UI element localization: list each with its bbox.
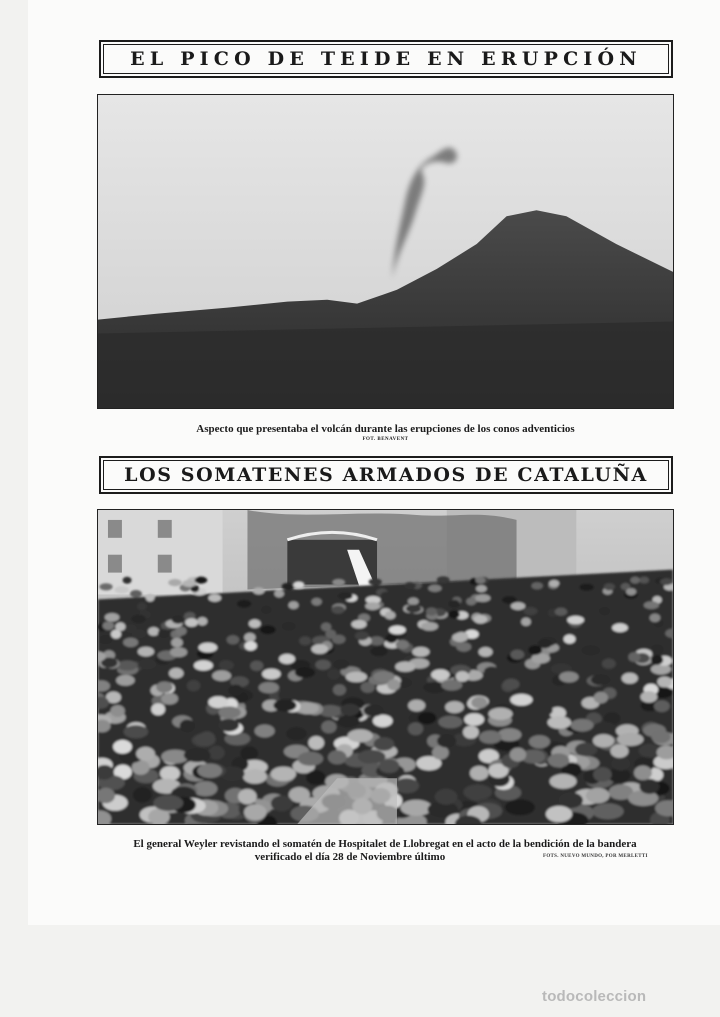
- section-title-teide: [99, 40, 673, 78]
- crowd-caption-line1: El general Weyler revistando el somatén de Hospitalet de Llobregat en el acto de la bendición de la bandera: [133, 838, 637, 850]
- crowd-photo-credit: FOTS. NUEVO MUNDO, POR MERLETTI: [543, 854, 648, 859]
- section-title-somatenes: [99, 456, 673, 494]
- crowd-illustration: [98, 510, 673, 824]
- watermark: todocoleccion: [542, 988, 647, 1005]
- volcano-photo: [97, 94, 674, 409]
- volcano-illustration: [98, 95, 673, 408]
- section-title-text: LOS SOMATENES ARMADOS DE CATALUÑA: [124, 464, 648, 486]
- section-title-text: EL PICO DE TEIDE EN ERUPCIÓN: [130, 48, 642, 70]
- crowd-caption-line2: verificado el día 28 de Noviembre último: [254, 851, 446, 863]
- crowd-photo: [97, 509, 674, 825]
- volcano-photo-credit: FOT. BENAVENT: [362, 437, 409, 442]
- volcano-caption: Aspecto que presentaba el volcán durante las erupciones de los conos adventicios: [196, 423, 575, 435]
